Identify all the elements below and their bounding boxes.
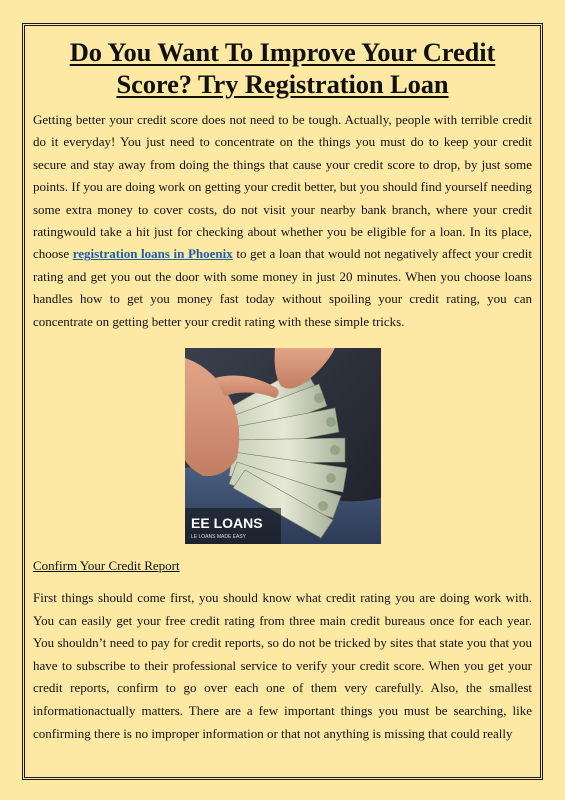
intro-paragraph	[33, 109, 532, 333]
hands-holding-cash-image	[185, 348, 381, 544]
photo-logo-text: EE LOANS	[191, 515, 263, 531]
intro-text-after-link: to get a loan that would not negatively affect your credit rating and get you out the door with some money in just 20 minutes. When you choose loans handles how to get you money fast today without spoiling your credit rating, you can concentrate on getting better your credit rating with these simple tricks.	[33, 246, 532, 329]
registration-loans-link[interactable]: registration loans in Phoenix	[72, 246, 233, 262]
article-title: Do You Want To Improve Your Credit Score? Try Registration Loan	[69, 37, 496, 99]
photo-logo-subtext: LE LOANS MADE EASY	[191, 534, 247, 540]
intro-text-before-link: Getting better your credit score does not need to be tough. Actually, people with terrible credit do it everyday! You just need to concentrate on the things you must do to keep your credit secure and stay away from doing the things that cause your credit score to drop, by just some points. If you are doing work on getting your credit better, but you should find yourself needing some extra money to cover costs, do not visit your nearby bank branch, where your credit ratingwould take a hit just for checking about whether you be eligible for a loan. In its place, choose	[33, 112, 532, 262]
section-heading: Confirm Your Credit Report	[33, 558, 180, 573]
section-paragraph: First things should come first, you should know what credit rating you are doing work with. You can easily get your free credit rating from three main credit bureaus once for each year. You shouldn’t need to pay for credit reports, so do not be tricked by sites that state you that you have to subscribe to their professional service to verify your credit score. When you get your credit reports, confirm to go over each one of them very carefully. Also, the smallest informationactually matters. There are a few important things you must be searching, like confirming there is no improper information or that not anything is missing that could really	[33, 590, 532, 741]
article-content	[33, 36, 532, 333]
money-photo	[185, 348, 381, 544]
